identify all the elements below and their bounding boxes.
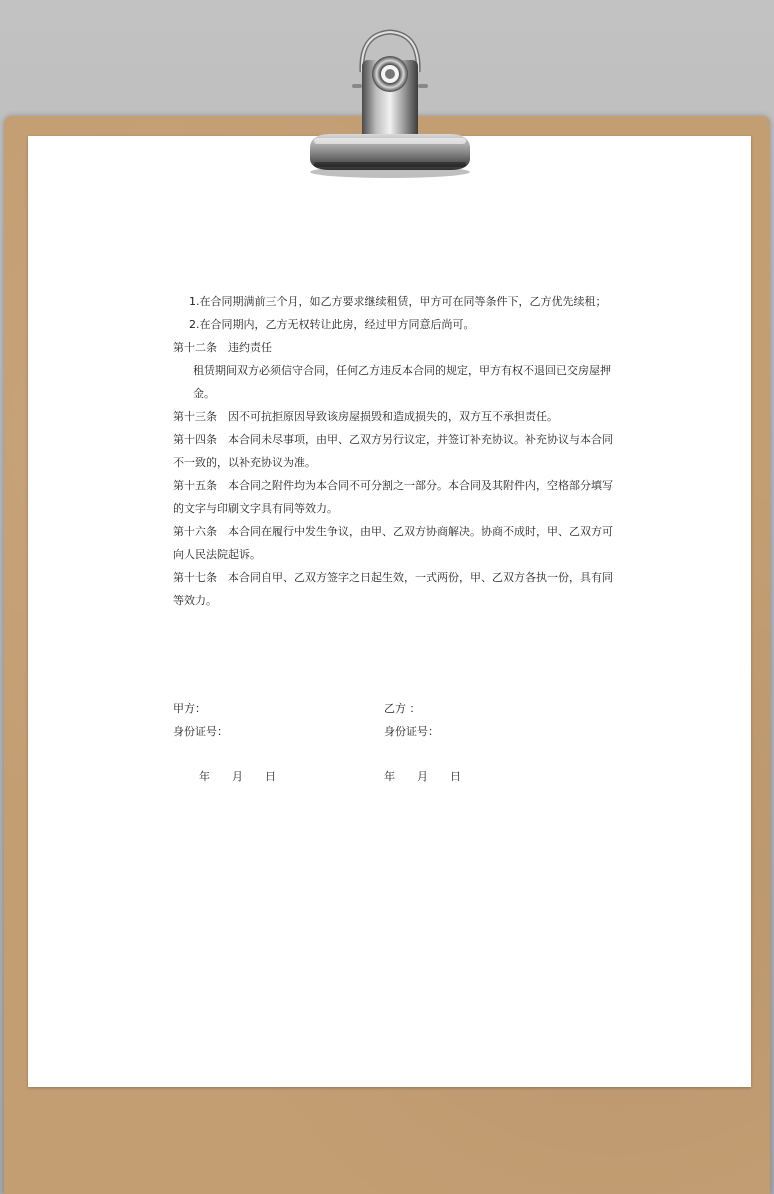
contract-paragraph: 第十五条 本合同之附件均为本合同不可分割之一部分。本合同及其附件内，空格部分填写的文字与印刷文字具有同等效力。	[173, 479, 613, 515]
party-a-date: 年 月 日	[199, 770, 276, 783]
contract-paragraph: 租赁期间双方必须信守合同，任何乙方违反本合同的规定，甲方有权不退回已交房屋押金。	[193, 364, 611, 400]
contract-paragraph: 第十四条 本合同未尽事项，由甲、乙双方另行议定，并签订补充协议。补充协议与本合同不一致的，以补充协议为准。	[173, 433, 613, 469]
contract-paragraph: 1.在合同期满前三个月，如乙方要求继续租赁，甲方可在同等条件下，乙方优先续租；	[189, 295, 607, 308]
contract-paragraph: 第十七条 本合同自甲、乙双方签字之日起生效，一式两份，甲、乙双方各执一份，具有同等效力。	[173, 571, 613, 607]
contract-paragraph: 第十六条 本合同在履行中发生争议，由甲、乙双方协商解决。协商不成时，甲、乙双方可向人民法院起诉。	[173, 525, 613, 561]
party-b-label: 乙方 ：	[384, 702, 421, 715]
contract-body	[173, 290, 613, 612]
party-b-id-label: 身份证号：	[384, 725, 439, 738]
binder-clip-icon	[300, 22, 480, 182]
party-a-label: 甲方：	[173, 702, 206, 715]
document-page	[28, 136, 751, 1087]
contract-paragraph: 2.在合同期内，乙方无权转让此房，经过甲方同意后尚可。	[189, 318, 475, 331]
clipboard	[4, 116, 770, 1194]
party-a-id-label: 身份证号：	[173, 725, 228, 738]
article-heading: 第十二条 违约责任	[173, 341, 272, 354]
party-b-date: 年 月 日	[384, 770, 461, 783]
contract-paragraph: 第十三条 因不可抗拒原因导致该房屋损毁和造成损失的，双方互不承担责任。	[173, 410, 558, 423]
signature-block	[173, 700, 613, 790]
